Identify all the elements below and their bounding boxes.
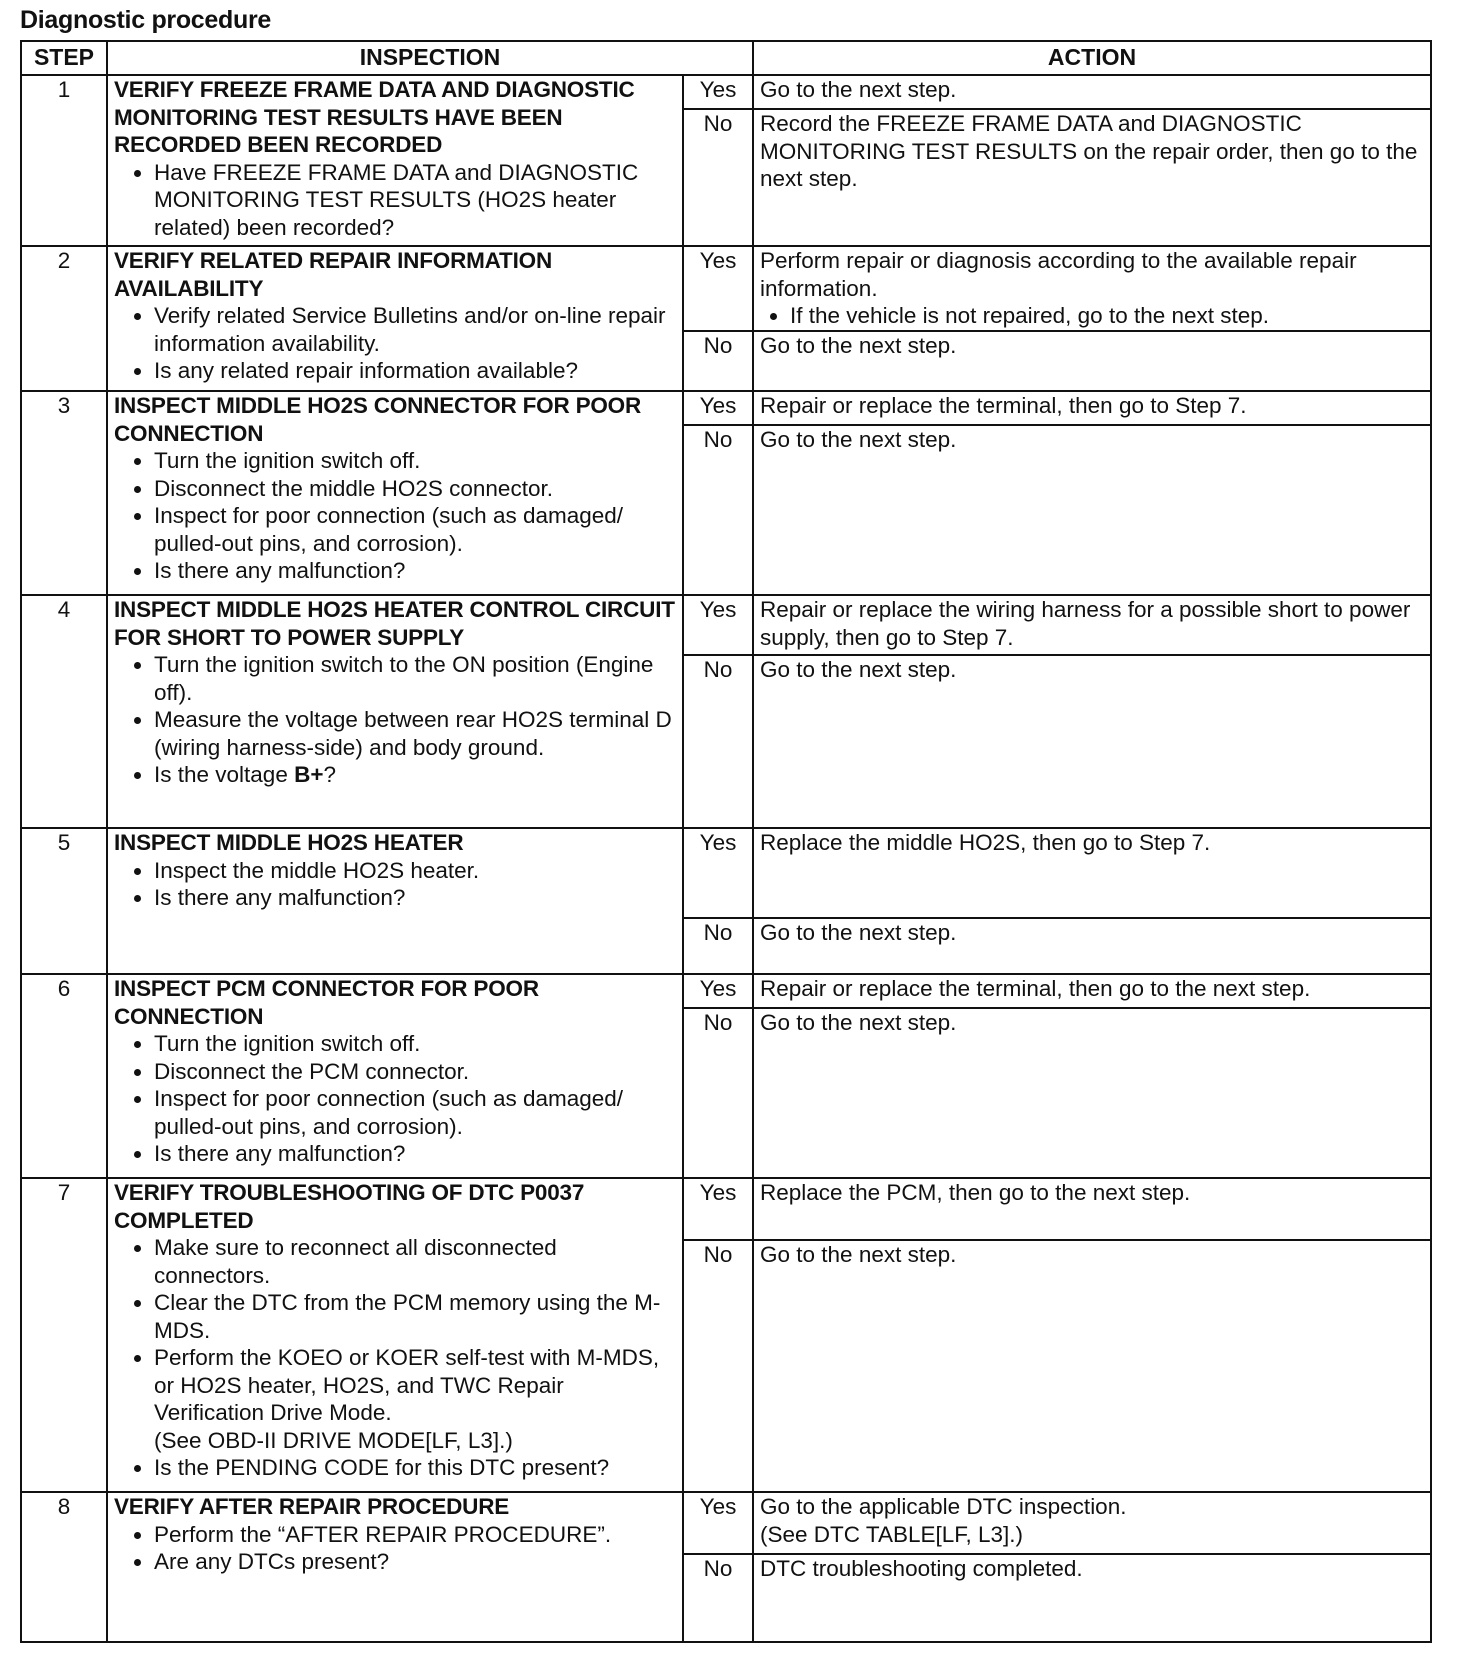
no-action: Go to the next step.	[753, 918, 1431, 974]
inspection-bullets	[114, 857, 676, 912]
step-number: 5	[21, 828, 107, 974]
step-row	[21, 828, 1431, 918]
no-action: Go to the next step.	[753, 1240, 1431, 1492]
inspection-bullet-voltage	[154, 761, 676, 789]
inspection-bullets	[114, 1234, 676, 1482]
inspection-title: INSPECT MIDDLE HO2S CONNECTOR FOR POOR CONNECTION	[114, 393, 642, 446]
yes-action: Replace the middle HO2S, then go to Step 7.	[753, 828, 1431, 918]
yes-label: Yes	[683, 828, 753, 918]
inspection-title: VERIFY RELATED REPAIR INFORMATION AVAILABILITY	[114, 248, 552, 301]
inspection-bullet: • Make sure to reconnect all disconnected connectors.	[154, 1234, 676, 1289]
inspection-cell	[107, 75, 683, 246]
step-row	[21, 595, 1431, 655]
inspection-cell	[107, 828, 683, 974]
action-bullet: • If the vehicle is not repaired, go to the next step.	[790, 302, 1424, 330]
no-label: No	[683, 655, 753, 828]
inspection-bullet: • Disconnect the PCM connector.	[154, 1058, 676, 1086]
yes-label: Yes	[683, 595, 753, 655]
inspection-bullet: • Have FREEZE FRAME DATA and DIAGNOSTIC MONITORING TEST RESULTS (HO2S heater related) been recorded?	[154, 159, 676, 242]
step-number: 2	[21, 246, 107, 391]
inspection-cell	[107, 1492, 683, 1642]
inspection-bullet: • Inspect for poor connection (such as damaged/ pulled-out pins, and corrosion).	[154, 1085, 676, 1140]
no-label: No	[683, 331, 753, 391]
inspection-bullet: • Verify related Service Bulletins and/or on-line repair information availability.	[154, 302, 676, 357]
inspection-title: INSPECT PCM CONNECTOR FOR POOR CONNECTION	[114, 976, 539, 1029]
step-number: 1	[21, 75, 107, 246]
inspection-bullet	[154, 1344, 676, 1454]
bullet-note: (See OBD-II DRIVE MODE[LF, L3].)	[154, 1427, 513, 1453]
inspection-bullet: • Is any related repair information available?	[154, 357, 676, 385]
action-bullets	[760, 302, 1424, 330]
no-label: No	[683, 918, 753, 974]
inspection-cell	[107, 595, 683, 828]
inspection-bullet: • Measure the voltage between rear HO2S terminal D (wiring harness-side) and body ground.	[154, 706, 676, 761]
step-row	[21, 974, 1431, 1008]
inspection-bullets	[114, 302, 676, 385]
inspection-title: VERIFY TROUBLESHOOTING OF DTC P0037 COMPLETED	[114, 1180, 585, 1233]
yes-label: Yes	[683, 391, 753, 425]
header-action: ACTION	[753, 41, 1431, 75]
yes-action-cell	[753, 1492, 1431, 1554]
inspection-bullet: • Is the PENDING CODE for this DTC present?	[154, 1454, 676, 1482]
bullet-text: Perform the KOEO or KOER self-test with M-MDS, or HO2S heater, HO2S, and TWC Repair Verification Drive Mode.	[154, 1345, 660, 1425]
yes-label: Yes	[683, 1178, 753, 1240]
header-row	[21, 41, 1431, 75]
header-inspection: INSPECTION	[107, 41, 753, 75]
inspection-bullet: • Turn the ignition switch to the ON position (Engine off).	[154, 651, 676, 706]
yes-label: Yes	[683, 1492, 753, 1554]
inspection-bullet: • Inspect for poor connection (such as damaged/ pulled-out pins, and corrosion).	[154, 502, 676, 557]
inspection-title: VERIFY FREEZE FRAME DATA AND DIAGNOSTIC MONITORING TEST RESULTS HAVE BEEN RECORDED BEEN RECORDED	[114, 77, 635, 157]
yes-action: Repair or replace the terminal, then go to the next step.	[753, 974, 1431, 1008]
yes-action-note: (See DTC TABLE[LF, L3].)	[760, 1521, 1024, 1547]
yes-label: Yes	[683, 974, 753, 1008]
inspection-bullets	[114, 159, 676, 242]
yes-action-cell	[753, 246, 1431, 331]
yes-action: Perform repair or diagnosis according to the available repair information.	[760, 248, 1357, 301]
header-step: STEP	[21, 41, 107, 75]
inspection-cell	[107, 1178, 683, 1492]
step-number: 4	[21, 595, 107, 828]
no-action: Go to the next step.	[753, 425, 1431, 595]
step-number: 7	[21, 1178, 107, 1492]
bullet-text: Is the voltage	[154, 762, 295, 787]
inspection-bullets	[114, 447, 676, 585]
inspection-bullets	[114, 1030, 676, 1168]
page-title: Diagnostic procedure	[20, 6, 271, 34]
no-action: Go to the next step.	[753, 331, 1431, 391]
step-row	[21, 391, 1431, 425]
inspection-cell	[107, 246, 683, 391]
yes-action: Replace the PCM, then go to the next step.	[753, 1178, 1431, 1240]
no-action: DTC troubleshooting completed.	[753, 1554, 1431, 1642]
no-label: No	[683, 109, 753, 246]
inspection-bullet: • Clear the DTC from the PCM memory using the M-MDS.	[154, 1289, 676, 1344]
yes-label: Yes	[683, 246, 753, 331]
inspection-bullet: • Turn the ignition switch off.	[154, 447, 676, 475]
inspection-bullets	[114, 1521, 676, 1576]
no-label: No	[683, 1240, 753, 1492]
bullet-text: ?	[323, 762, 336, 787]
step-number: 8	[21, 1492, 107, 1642]
inspection-cell	[107, 974, 683, 1178]
no-label: No	[683, 425, 753, 595]
inspection-cell	[107, 391, 683, 595]
yes-action: Go to the applicable DTC inspection.	[760, 1494, 1127, 1519]
step-row	[21, 1178, 1431, 1240]
diagnostic-procedure-table	[20, 40, 1432, 1643]
inspection-bullets	[114, 651, 676, 789]
no-action: Go to the next step.	[753, 1008, 1431, 1178]
inspection-title: INSPECT MIDDLE HO2S HEATER CONTROL CIRCUIT FOR SHORT TO POWER SUPPLY	[114, 597, 675, 650]
inspection-bullet: • Perform the “AFTER REPAIR PROCEDURE”.	[154, 1521, 676, 1549]
bullet-bold-text: B+	[294, 762, 324, 787]
no-label: No	[683, 1008, 753, 1178]
step-number: 3	[21, 391, 107, 595]
no-action: Go to the next step.	[753, 655, 1431, 828]
step-row	[21, 1492, 1431, 1554]
yes-action: Repair or replace the wiring harness for a possible short to power supply, then go to Step 7.	[753, 595, 1431, 655]
inspection-bullet: • Is there any malfunction?	[154, 557, 676, 585]
no-label: No	[683, 1554, 753, 1642]
step-row	[21, 75, 1431, 109]
inspection-bullet: • Disconnect the middle HO2S connector.	[154, 475, 676, 503]
inspection-title: INSPECT MIDDLE HO2S HEATER	[114, 830, 464, 855]
inspection-bullet: • Is there any malfunction?	[154, 884, 676, 912]
step-row	[21, 246, 1431, 331]
inspection-bullet: • Is there any malfunction?	[154, 1140, 676, 1168]
yes-label: Yes	[683, 75, 753, 109]
inspection-title: VERIFY AFTER REPAIR PROCEDURE	[114, 1494, 510, 1519]
inspection-bullet: • Turn the ignition switch off.	[154, 1030, 676, 1058]
yes-action: Go to the next step.	[753, 75, 1431, 109]
no-action: Record the FREEZE FRAME DATA and DIAGNOSTIC MONITORING TEST RESULTS on the repair order, then go to the next step.	[753, 109, 1431, 246]
inspection-bullet: • Inspect the middle HO2S heater.	[154, 857, 676, 885]
yes-action: Repair or replace the terminal, then go to Step 7.	[753, 391, 1431, 425]
step-number: 6	[21, 974, 107, 1178]
inspection-bullet: • Are any DTCs present?	[154, 1548, 676, 1576]
